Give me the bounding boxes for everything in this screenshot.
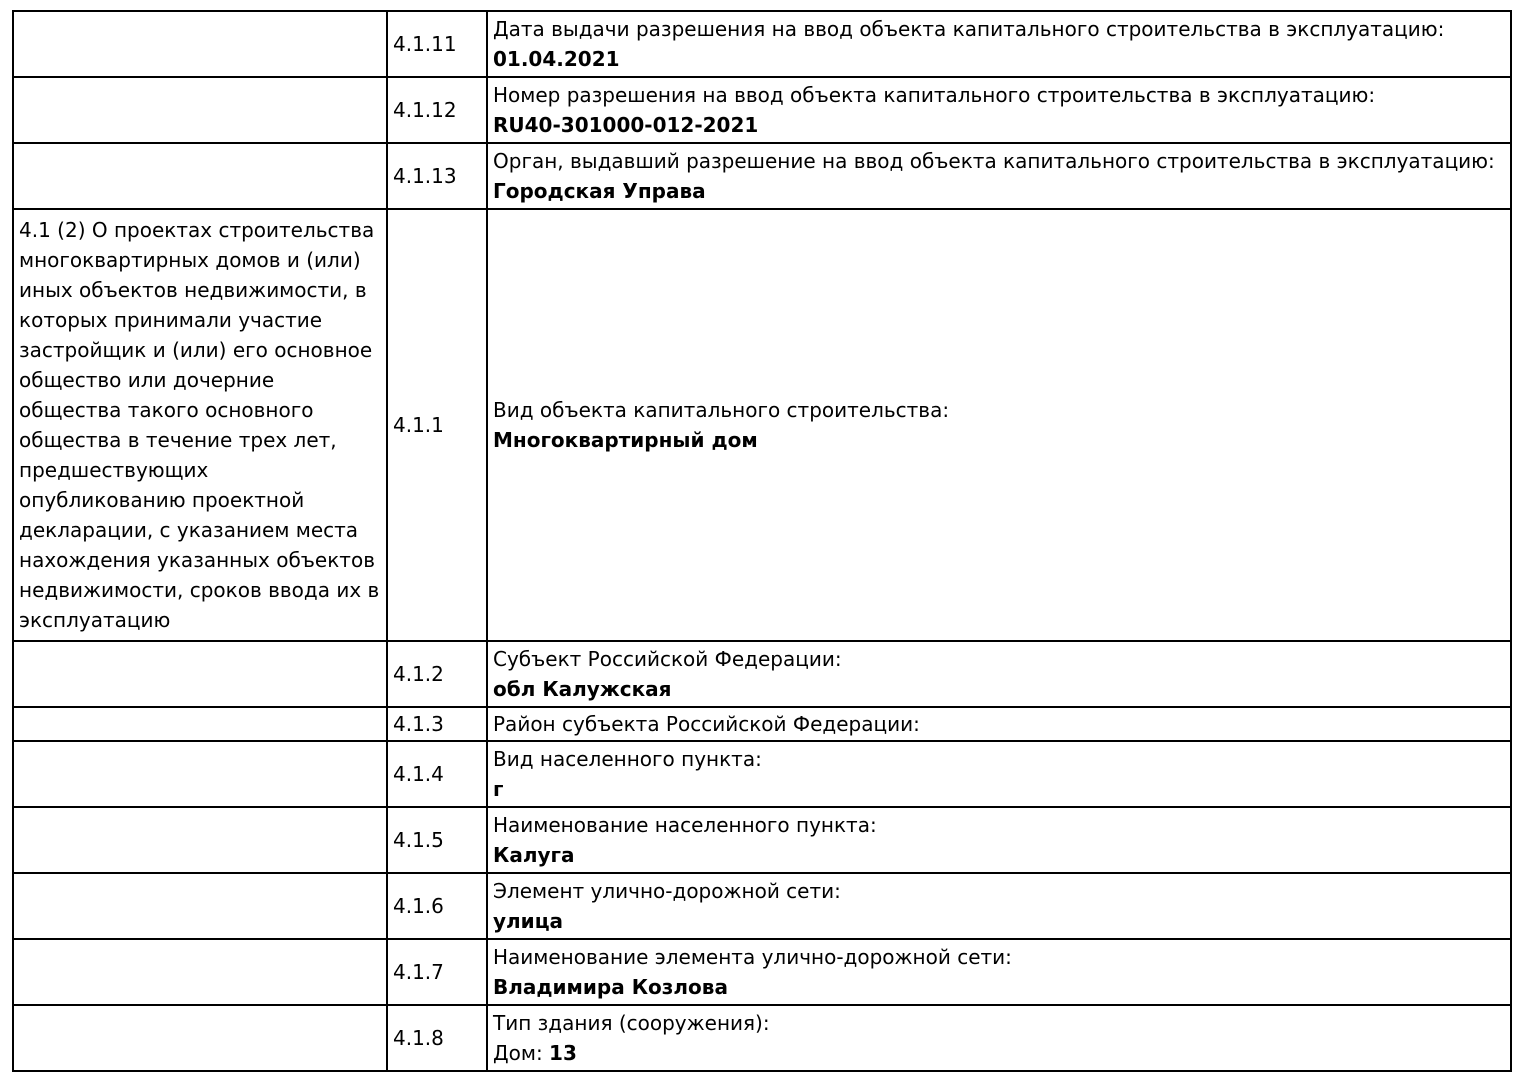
field-label: Дата выдачи разрешения на ввод объекта капитального строительства в эксплуатацию: xyxy=(493,17,1445,41)
row-number: 4.1.2 xyxy=(387,641,487,707)
field-value: г xyxy=(493,777,504,801)
declaration-table xyxy=(12,10,1512,1072)
table-row xyxy=(13,641,1511,707)
field-value: Владимира Козлова xyxy=(493,975,728,999)
field-label: Вид населенного пункта: xyxy=(493,747,762,771)
section-description-cell xyxy=(13,77,387,143)
field-cell xyxy=(487,873,1511,939)
row-number: 4.1.8 xyxy=(387,1005,487,1071)
field-value: 13 xyxy=(549,1041,577,1065)
section-description-cell xyxy=(13,143,387,209)
table-row xyxy=(13,939,1511,1005)
section-description-cell xyxy=(13,873,387,939)
field-label: Субъект Российской Федерации: xyxy=(493,647,842,671)
field-label: Вид объекта капитального строительства: xyxy=(493,398,950,422)
field-value: Калуга xyxy=(493,843,575,867)
row-number: 4.1.12 xyxy=(387,77,487,143)
section-description-cell xyxy=(13,641,387,707)
section-description-cell xyxy=(13,1005,387,1071)
row-number: 4.1.7 xyxy=(387,939,487,1005)
row-number: 4.1.11 xyxy=(387,11,487,77)
table-row xyxy=(13,741,1511,807)
field-cell xyxy=(487,143,1511,209)
field-label: Наименование элемента улично-дорожной сети: xyxy=(493,945,1012,969)
table-row xyxy=(13,807,1511,873)
field-cell xyxy=(487,1005,1511,1071)
row-number: 4.1.1 xyxy=(387,209,487,641)
table-row xyxy=(13,209,1511,641)
row-number: 4.1.13 xyxy=(387,143,487,209)
field-value: 01.04.2021 xyxy=(493,47,620,71)
field-cell xyxy=(487,707,1511,741)
field-cell xyxy=(487,209,1511,641)
field-value: обл Калужская xyxy=(493,677,672,701)
row-number: 4.1.3 xyxy=(387,707,487,741)
field-label: Элемент улично-дорожной сети: xyxy=(493,879,841,903)
field-value: RU40-301000-012-2021 xyxy=(493,113,759,137)
field-label: Наименование населенного пункта: xyxy=(493,813,877,837)
row-number: 4.1.5 xyxy=(387,807,487,873)
field-label: Район субъекта Российской Федерации: xyxy=(493,712,920,736)
row-number: 4.1.6 xyxy=(387,873,487,939)
section-description-cell: 4.1 (2) О проектах строительства многоквартирных домов и (или) иных объектов недвижимости, в которых принимали участие застройщик и (или) его основное общество или дочерние общества такого основного общества в течение трех лет, предшествующих опубликованию проектной декларации, с указанием места нахождения указанных объектов недвижимости, сроков ввода их в эксплуатацию xyxy=(13,209,387,641)
table-row xyxy=(13,143,1511,209)
field-cell xyxy=(487,807,1511,873)
field-value: улица xyxy=(493,909,564,933)
field-cell xyxy=(487,939,1511,1005)
section-description-cell xyxy=(13,807,387,873)
table-row xyxy=(13,11,1511,77)
field-value-line xyxy=(493,1038,1505,1068)
section-description-cell xyxy=(13,11,387,77)
table-row xyxy=(13,873,1511,939)
field-label: Номер разрешения на ввод объекта капитального строительства в эксплуатацию: xyxy=(493,83,1376,107)
field-label: Орган, выдавший разрешение на ввод объекта капитального строительства в эксплуатацию: xyxy=(493,149,1495,173)
row-number: 4.1.4 xyxy=(387,741,487,807)
table-row xyxy=(13,1005,1511,1071)
field-cell xyxy=(487,11,1511,77)
field-cell xyxy=(487,641,1511,707)
field-cell xyxy=(487,77,1511,143)
field-cell xyxy=(487,741,1511,807)
field-value-prefix: Дом: xyxy=(493,1041,550,1065)
section-description-cell xyxy=(13,707,387,741)
field-label: Тип здания (сооружения): xyxy=(493,1011,770,1035)
table-row xyxy=(13,707,1511,741)
field-value: Многоквартирный дом xyxy=(493,428,758,452)
section-description-cell xyxy=(13,741,387,807)
table-row xyxy=(13,77,1511,143)
field-value: Городская Управа xyxy=(493,179,706,203)
section-description-cell xyxy=(13,939,387,1005)
